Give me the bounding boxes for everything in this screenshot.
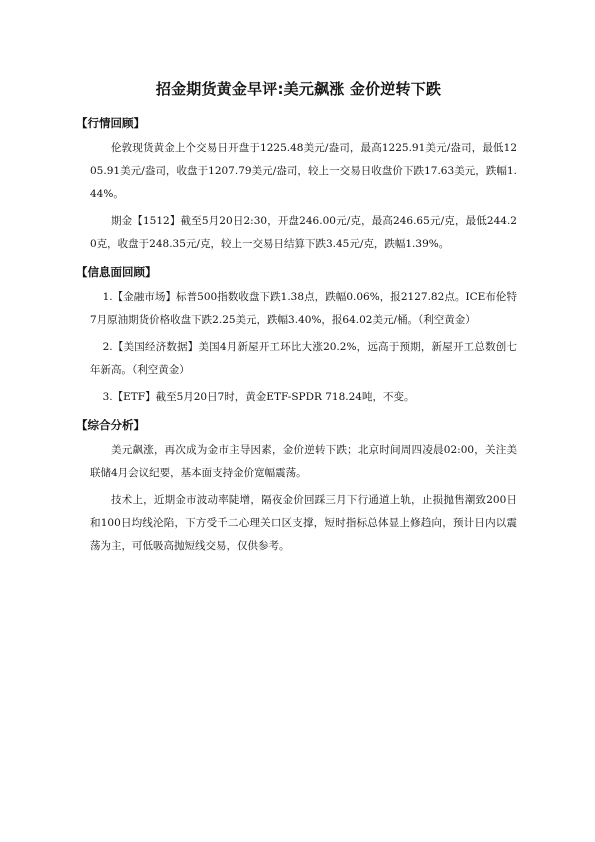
paragraph-futures-gold: 期金【1512】截至5月20日2:30，开盘246.00元/克，最高246.65元/克，最低244.20克，收盘于248.35元/克，较上一交易日结算下跌3.45元/克，跌幅1.39%。 xyxy=(90,215,517,250)
document-title: 招金期货黄金早评:美元飙涨 金价逆转下跌 xyxy=(155,80,442,98)
section-heading-analysis: 【综合分析】 xyxy=(76,418,145,432)
paragraph-analysis-dollar: 美元飙涨，再次成为金市主导因素，金价逆转下跌；北京时间周四凌晨02:00，关注美联储4月会议纪要，基本面支持金价宽幅震荡。 xyxy=(90,444,517,479)
list-item-etf: 3.【ETF】截至5月20日7时，黄金ETF-SPDR 718.24吨，不变。 xyxy=(102,391,415,403)
section-heading-info-review: 【信息面回顾】 xyxy=(76,265,157,279)
paragraph-analysis-technical: 技术上，近期金市波动率陡增，隔夜金价回踩三月下行通道上轨，止损抛售潮致200日和100日均线沦陷，下方受千二心理关口区支撑，短时指标总体显上修趋向，预计日内以震荡为主，可低吸高抛短线交易，仅供参考。 xyxy=(90,494,517,552)
list-item-financial-market: 1.【金融市场】标普500指数收盘下跌1.38点，跌幅0.06%，报2127.82点。ICE布伦特7月原油期货价格收盘下跌2.25美元，跌幅3.40%，报64.02美元/桶。（利空黄金） xyxy=(90,291,517,326)
paragraph-london-gold: 伦敦现货黄金上个交易日开盘于1225.48美元/盎司，最高1225.91美元/盎司，最低1205.91美元/盎司，收盘于1207.79美元/盎司，较上一交易日收盘价下跌17.63美元，跌幅1.44%。 xyxy=(90,142,517,200)
section-heading-market-review: 【行情回顾】 xyxy=(76,116,145,130)
list-item-us-economic-data: 2.【美国经济数据】美国4月新屋开工环比大涨20.2%，远高于预期，新屋开工总数创七年新高。（利空黄金） xyxy=(90,341,517,376)
